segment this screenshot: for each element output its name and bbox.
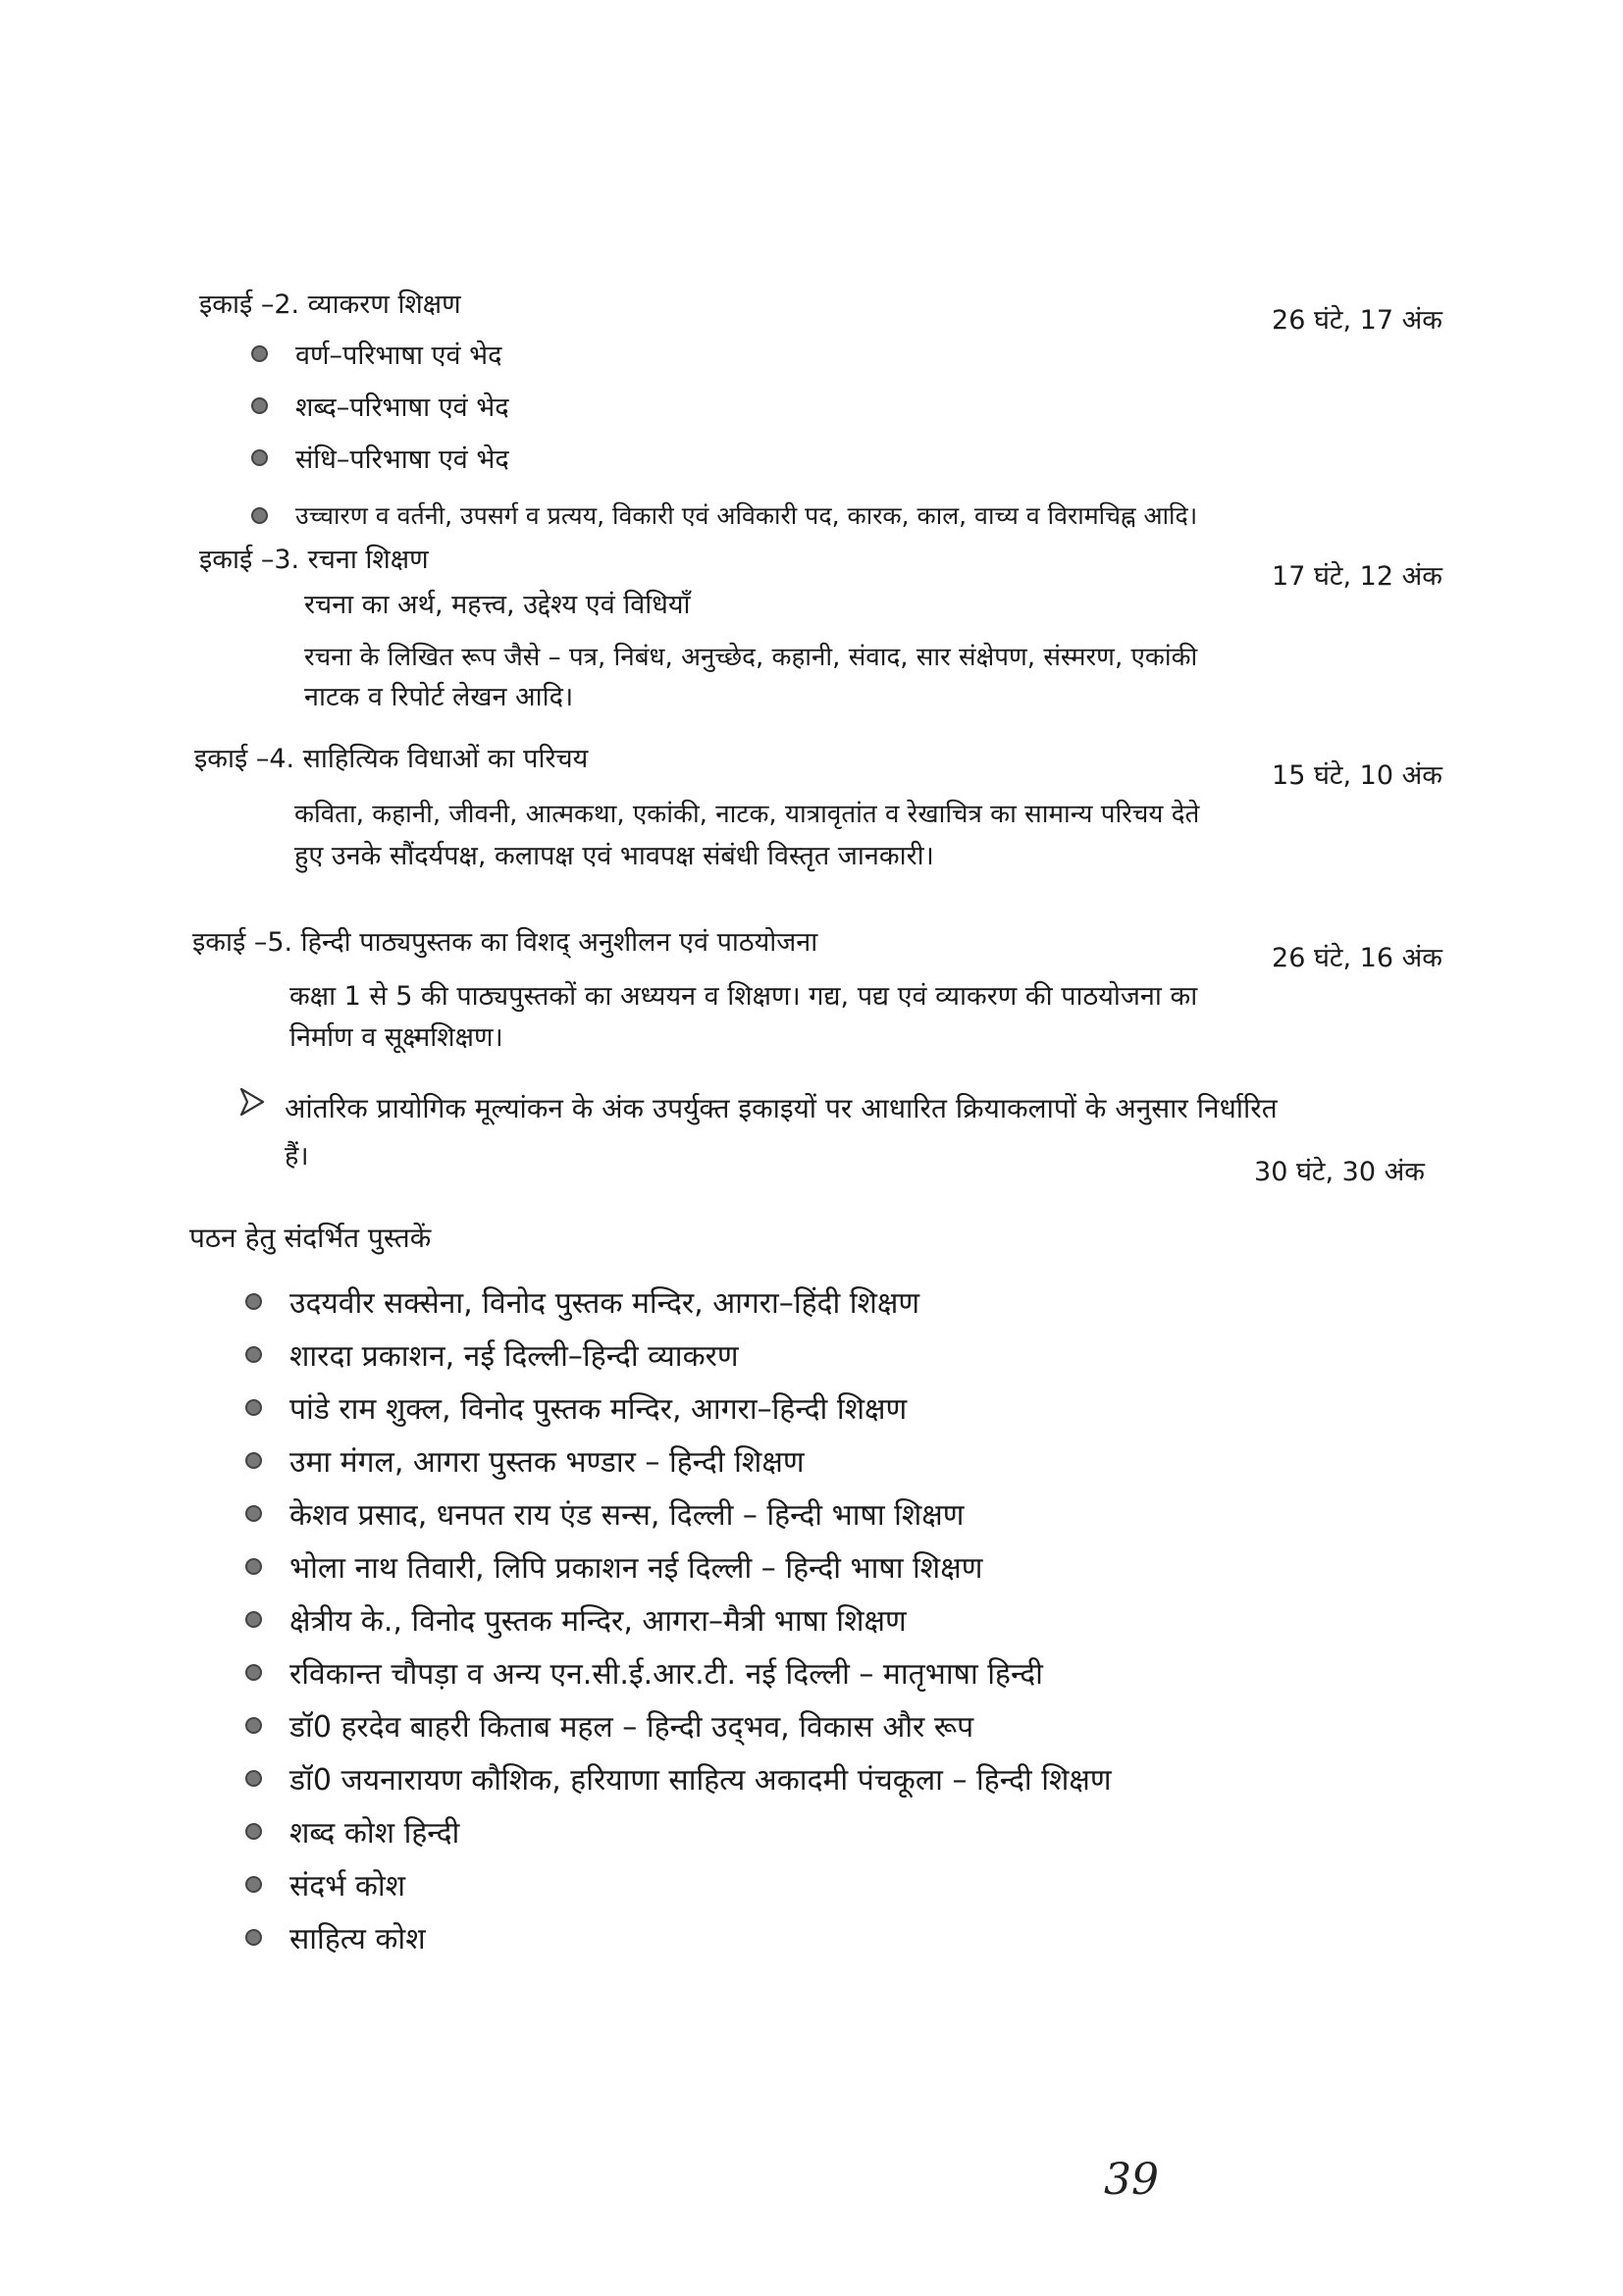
bullet-icon bbox=[245, 1664, 262, 1681]
unit4-heading: इकाई –4. साहित्यिक विधाओं का परिचय bbox=[194, 744, 589, 774]
list-item: डॉ0 हरदेव बाहरी किताब महल – हिन्दी उद्‌भव, विकास और रूप bbox=[245, 1705, 973, 1746]
unit3-line-2: रचना के लिखित रूप जैसे – पत्र, निबंध, अनुच्छेद, कहानी, संवाद, सार संक्षेपण, संस्मरण, एकांकी bbox=[304, 643, 1198, 672]
list-item: उमा मंगल, आगरा पुस्तक भण्डार – हिन्दी शिक्षण bbox=[245, 1440, 805, 1481]
list-item: डॉ0 जयनारायण कौशिक, हरियाणा साहित्य अकादमी पंचकूला – हिन्दी शिक्षण bbox=[245, 1758, 1112, 1799]
bullet-icon bbox=[245, 1823, 262, 1840]
references-heading: पठन हेतु संदर्भित पुस्तकें bbox=[189, 1222, 432, 1254]
internal-line-2: हैं। bbox=[285, 1141, 309, 1172]
list-item: उदयवीर सक्सेना, विनोद पुस्तक मन्दिर, आगरा–हिंदी शिक्षण bbox=[245, 1281, 919, 1322]
bullet-icon bbox=[245, 1717, 262, 1734]
bullet-icon bbox=[245, 1293, 262, 1310]
bullet-icon bbox=[245, 1399, 262, 1416]
bullet-icon bbox=[245, 1558, 262, 1575]
bullet-icon bbox=[251, 345, 268, 362]
unit3-line-3: नाटक व रिपोर्ट लेखन आदि। bbox=[304, 682, 574, 712]
unit4-meta: 15 घंटे, 10 अंक bbox=[1272, 760, 1442, 791]
page-number: 39 bbox=[1104, 2155, 1159, 2205]
list-item: पांडे राम शुक्ल, विनोद पुस्तक मन्दिर, आगरा–हिन्दी शिक्षण bbox=[245, 1387, 907, 1428]
bullet-icon bbox=[245, 1611, 262, 1628]
list-item: क्षेत्रीय के., विनोद पुस्तक मन्दिर, आगरा–मैत्री भाषा शिक्षण bbox=[245, 1599, 907, 1640]
unit5-meta: 26 घंटे, 16 अंक bbox=[1272, 943, 1442, 973]
bullet-icon bbox=[245, 1929, 262, 1946]
arrow-bullet-icon bbox=[239, 1087, 265, 1117]
bullet-icon bbox=[245, 1346, 262, 1363]
unit3-line-1: रचना का अर्थ, महत्त्व, उद्देश्य एवं विधियाँ bbox=[304, 590, 691, 620]
internal-meta: 30 घंटे, 30 अंक bbox=[1254, 1157, 1425, 1187]
list-item: केशव प्रसाद, धनपत राय एंड सन्स, दिल्ली – हिन्दी भाषा शिक्षण bbox=[245, 1493, 965, 1534]
unit3-heading: इकाई –3. रचना शिक्षण bbox=[199, 545, 429, 575]
unit5-heading: इकाई –5. हिन्दी पाठ्यपुस्तक का विशद् अनुशीलन एवं पाठयोजना bbox=[192, 927, 818, 958]
list-item: भोला नाथ तिवारी, लिपि प्रकाशन नई दिल्ली – हिन्दी भाषा शिक्षण bbox=[245, 1546, 982, 1587]
list-item: वर्ण–परिभाषा एवं भेद bbox=[251, 336, 501, 372]
bullet-icon bbox=[245, 1452, 262, 1469]
unit2-heading: इकाई –2. व्याकरण शिक्षण bbox=[199, 289, 461, 320]
bullet-icon bbox=[245, 1876, 262, 1893]
bullet-icon bbox=[245, 1505, 262, 1522]
unit5-line-2: निर्माण व सूक्ष्मशिक्षण। bbox=[289, 1022, 503, 1053]
list-item: रविकान्त चौपड़ा व अन्य एन.सी.ई.आर.टी. नई दिल्ली – मातृभाषा हिन्दी bbox=[245, 1652, 1043, 1693]
list-item: शब्द–परिभाषा एवं भेद bbox=[251, 388, 509, 424]
unit5-line-1: कक्षा 1 से 5 की पाठ्यपुस्तकों का अध्ययन व शिक्षण। गद्य, पद्य एवं व्याकरण की पाठयोजना का bbox=[289, 981, 1198, 1012]
list-item: शब्द कोश हिन्दी bbox=[245, 1811, 459, 1852]
list-item: संदर्भ कोश bbox=[245, 1864, 405, 1905]
list-item: संधि–परिभाषा एवं भेद bbox=[251, 440, 509, 476]
unit2-meta: 26 घंटे, 17 अंक bbox=[1272, 305, 1442, 336]
unit4-line-2: हुए उनके सौंदर्यपक्ष, कलापक्ष एवं भावपक्ष संबंधी विस्तृत जानकारी। bbox=[294, 841, 934, 871]
internal-line-1: आंतरिक प्रायोगिक मूल्यांकन के अंक उपर्युक्त इकाइयों पर आधारित क्रियाकलापों के अनुसार निर्धारित bbox=[285, 1092, 1278, 1124]
bullet-icon bbox=[251, 449, 268, 466]
unit3-meta: 17 घंटे, 12 अंक bbox=[1272, 561, 1442, 592]
bullet-icon bbox=[251, 507, 268, 524]
list-item: शारदा प्रकाशन, नई दिल्ली–हिन्दी व्याकरण bbox=[245, 1334, 739, 1375]
unit4-line-1: कविता, कहानी, जीवनी, आत्मकथा, एकांकी, नाटक, यात्रावृतांत व रेखाचित्र का सामान्य परिचय देते bbox=[294, 800, 1200, 829]
list-item: उच्चारण व वर्तनी, उपसर्ग व प्रत्यय, विकारी एवं अविकारी पद, कारक, काल, वाच्य व विरामचिह्न आदि। bbox=[251, 498, 1197, 532]
bullet-icon bbox=[245, 1770, 262, 1787]
bullet-icon bbox=[251, 397, 268, 414]
list-item: साहित्य कोश bbox=[245, 1917, 426, 1957]
